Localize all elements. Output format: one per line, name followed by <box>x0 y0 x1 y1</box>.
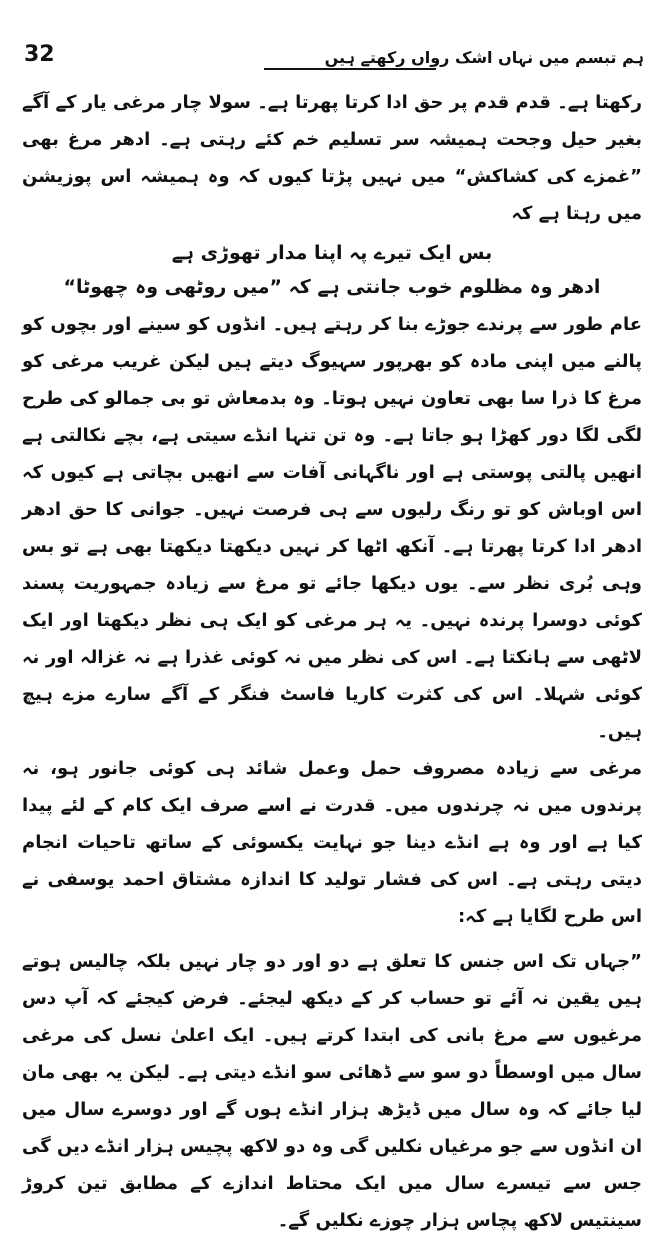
verse-line-1: بس ایک تیرے پہ اپنا مدار تھوڑی ہے <box>171 242 493 264</box>
paragraph-spacer <box>22 935 642 943</box>
body-text <box>22 84 642 1239</box>
paragraph-3: مرغی سے زیادہ مصروف حمل وعمل شائد ہی کوئی جانور ہو، نہ پرندوں میں نہ چرندوں میں۔ قدرت نے اسے صرف ایک کام کے لئے پیدا کیا ہے اور وہ ہے انڈے دینا جو نہایت یکسوئی کے ساتھ تاحیات انجام دیتی رہتی ہے۔ اس کی فشار تولید کا اندازہ مشتاق احمد یوسفی نے اس طرح لگایا ہے کہ: <box>22 758 642 927</box>
paragraph-2: عام طور سے پرندے جوڑے بنا کر رہتے ہیں۔ انڈوں کو سینے اور بچوں کو پالنے میں اپنی مادہ کو بھرپور سہیوگ دیتے ہیں لیکن غریب مرغی کو مرغ کا ذرا سا بھی تعاون نہیں ہوتا۔ وہ بدمعاش تو بی جمالو کی طرح لگی لگا دور کھڑا ہو جاتا ہے۔ وہ تن تنہا انڈے سیتی ہے، بچے نکالتی ہے انھیں پالتی پوستی ہے اور ناگہانی آفات سے انھیں بچاتی ہے کیوں کہ اس اوباش کو تو رنگ رلیوں سے ہی فرصت نہیں۔ جوانی کا حق ادھر ادھر ادا کرتا پھرتا ہے۔ آنکھ اٹھا کر نہیں دیکھتا دیکھتا بھی ہے تو بس وہی بُری نظر سے۔ یوں دیکھا جائے تو مرغ سے زیادہ جمہوریت پسند کوئی دوسرا پرندہ نہیں۔ یہ ہر مرغی کو ایک ہی نظر دیکھتا اور ایک لاٹھی سے ہانکتا ہے۔ اس کی نظر میں نہ کوئی غذرا ہے نہ غزالہ اور نہ کوئی شہلا۔ اس کی کثرت کاریا فاسٹ فنگر کے آگے سارے مزے ہیچ ہیں۔ <box>22 314 642 742</box>
page-number: 32 <box>24 42 55 67</box>
verse-block <box>22 236 642 304</box>
running-title: ہم تبسم میں نہاں اشک رواں رکھتے ہیں <box>324 48 644 67</box>
quote-paragraph: ”جہاں تک اس جنس کا تعلق ہے دو اور دو چار نہیں بلکہ چالیس ہوتے ہیں یقین نہ آئے تو حساب کر کے دیکھ لیجئے۔ فرض کیجئے کہ آپ دس مرغیوں سے مرغ بانی کی ابتدا کرتے ہیں۔ ایک اعلیٰ نسل کی مرغی سال میں اوسطاً دو سو سے ڈھائی سو انڈے دیتی ہے۔ لیکن یہ بھی مان لیا جائے کہ وہ سال میں ڈیڑھ ہزار انڈے ہوں گے اور دوسرے سال میں ان انڈوں سے جو مرغیاں نکلیں گی وہ دو لاکھ پچیس ہزار انڈے دیں گی جس سے تیسرے سال میں ایک محتاط اندازے کے مطابق تین کروڑ سینتیس لاکھ پچاس ہزار چوزے نکلیں گے۔ <box>22 951 642 1231</box>
header-rule <box>264 68 436 70</box>
verse-line-2: ادھر وہ مظلوم خوب جانتی ہے کہ ”میں روٹھی وہ چھوٹا“ <box>63 276 601 298</box>
page-header <box>24 40 644 80</box>
paragraph-1: رکھتا ہے۔ قدم قدم پر حق ادا کرتا پھرتا ہے۔ سولا چار مرغی یار کے آگے بغیر حیل وجحت ہمیشہ سر تسلیم خم کئے رہتی ہے۔ ادھر مرغ بھی ”غمزے کی کشاکش“ میں نہیں پڑتا کیوں کہ وہ ہمیشہ اس پوزیشن میں رہتا ہے کہ <box>22 92 642 224</box>
